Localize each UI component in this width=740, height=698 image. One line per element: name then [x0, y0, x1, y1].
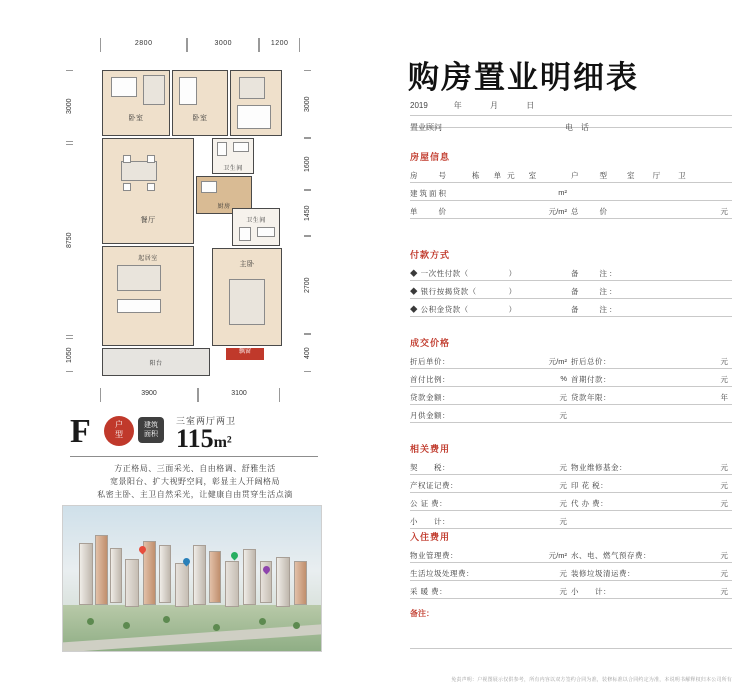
form-row[interactable]	[410, 201, 732, 219]
field-unit: 元/m²	[548, 357, 567, 366]
section-remark	[410, 608, 732, 649]
field-label: 产权证记费：	[410, 481, 458, 490]
remark-label: 备注：	[410, 609, 434, 618]
field-deed-tax[interactable]	[410, 457, 571, 475]
feature-bay-window: 飘窗	[226, 348, 264, 360]
field-unit: 元	[720, 551, 728, 560]
field-unit: 元	[720, 463, 728, 472]
dimension-col-right	[304, 70, 318, 380]
unit-type-seal	[104, 416, 134, 446]
field-label: 采 暖 费：	[410, 587, 448, 596]
section-title: 相关费用	[410, 444, 451, 454]
field-first-installment[interactable]	[571, 369, 732, 387]
field-label: 代 办 费：	[571, 499, 609, 508]
unit-description	[60, 462, 330, 501]
field-monthly-payment[interactable]	[410, 405, 571, 423]
field-unit: 元	[720, 357, 728, 366]
plan-rooms	[100, 56, 300, 378]
field-label: 房 号	[410, 171, 448, 180]
unit-area-value: 115	[176, 424, 214, 453]
field-lump-sum-payment[interactable]	[410, 263, 571, 281]
field-heating-fee[interactable]	[410, 581, 571, 599]
field-remark-3[interactable]	[571, 299, 732, 317]
field-loan-term[interactable]	[571, 387, 732, 405]
field-label: 印 花 税：	[571, 481, 609, 490]
unit-layout: 三室两厅两卫	[176, 416, 237, 426]
dim-right-3: 1450	[304, 190, 311, 236]
dimension-row-bottom	[100, 388, 280, 402]
field-label: 小 计：	[571, 587, 611, 596]
field-remark-2[interactable]	[571, 281, 732, 299]
field-label: 装修垃圾清运费：	[571, 569, 635, 578]
field-label: 备 注：	[571, 269, 619, 278]
section-related-fees	[410, 442, 732, 529]
field-unit: 元	[559, 393, 567, 402]
unit-title-block	[70, 412, 320, 456]
dim-top-1: 2800	[100, 38, 187, 52]
area-badge	[138, 417, 164, 443]
room-bathroom-1: 卫生间	[212, 138, 254, 174]
dimension-row-top	[100, 38, 300, 52]
field-unit: 元	[720, 499, 728, 508]
date-day-label: 日	[526, 101, 535, 110]
project-rendering-image	[62, 505, 322, 652]
field-stamp-duty[interactable]	[571, 475, 732, 493]
section-property-info	[410, 150, 732, 219]
dim-top-2: 3000	[187, 38, 259, 52]
field-remark-1[interactable]	[571, 263, 732, 281]
field-blank[interactable]	[571, 183, 732, 201]
form-row[interactable]	[410, 511, 732, 529]
field-label: ◆ 一次性付款（ ）	[410, 269, 517, 278]
desc-line-2: 宽景阳台、扩大视野空间，彰显主人开阔格局	[110, 477, 280, 486]
dim-right-5: 400	[304, 334, 311, 372]
unit-area	[176, 424, 232, 454]
desc-line-1: 方正格局、三面采光、自由格调、舒雅生活	[114, 464, 276, 473]
agent-row[interactable]	[410, 122, 732, 132]
field-agency-fee[interactable]	[571, 493, 732, 511]
dim-right-4: 2700	[304, 236, 311, 334]
form-row[interactable]	[410, 545, 732, 563]
form-row[interactable]	[410, 165, 732, 183]
date-year-label: 年	[453, 101, 462, 110]
field-unit: 元	[559, 463, 567, 472]
field-unit: 元	[720, 481, 728, 490]
room-bedroom-3	[230, 70, 282, 136]
floorplan-diagram	[60, 30, 320, 410]
date-row[interactable]	[410, 100, 732, 116]
room-kitchen: 厨房	[196, 176, 252, 214]
field-unit: 元	[559, 569, 567, 578]
badge-line-1: 建筑	[144, 422, 158, 429]
seal-line-2: 型	[115, 430, 123, 439]
field-label: 物业管理费：	[410, 551, 458, 560]
unit-letter: F	[70, 413, 91, 450]
field-label: 户 型	[571, 171, 609, 180]
section-payment-method	[410, 248, 732, 317]
field-hint: 栋 单元 室	[472, 171, 543, 180]
field-property-management-fee[interactable]	[410, 545, 571, 563]
date-month-label: 月	[490, 101, 499, 110]
remark-field[interactable]	[410, 608, 732, 649]
form-row[interactable]	[410, 457, 732, 475]
section-title: 入住费用	[410, 532, 451, 542]
field-unit: 元/m²	[548, 207, 567, 216]
field-unit: 元	[559, 481, 567, 490]
field-bank-mortgage[interactable]	[410, 281, 571, 299]
field-label: 建筑面积	[410, 189, 448, 198]
field-unit: 元	[559, 517, 567, 526]
dim-left-2: 8750	[66, 144, 73, 336]
room-living-room: 起居室	[102, 246, 194, 346]
field-blank[interactable]	[571, 511, 732, 529]
field-hint: 室 厅 卫	[627, 171, 694, 180]
page-title: 购房置业明细表	[408, 60, 639, 95]
desc-line-3: 私密主卧、主卫自然采光，让健康自由贯穿生活点滴	[97, 490, 293, 499]
form-row[interactable]	[410, 493, 732, 511]
field-label: 贷款金额：	[410, 393, 450, 402]
field-total-price[interactable]	[571, 201, 732, 219]
field-label: 总 价	[571, 207, 609, 216]
form-row[interactable]	[410, 183, 732, 201]
field-label: 折后单价：	[410, 357, 450, 366]
field-label: 首付比例：	[410, 375, 450, 384]
field-unit: 年	[720, 393, 728, 402]
phone-label: 电 话	[565, 123, 589, 132]
disclaimer-footnote: 免责声明：户视图展示仅供参考，所有内容以双方签约合同为准，装修标准以合同约定为准，本说明书解释权归本公司所有	[451, 677, 732, 683]
section-move-in-fees	[410, 530, 732, 599]
form-row[interactable]	[410, 563, 732, 581]
field-loan-amount[interactable]	[410, 387, 571, 405]
form-row[interactable]	[410, 281, 732, 299]
field-discount-total-price[interactable]	[571, 351, 732, 369]
field-label: 契 税：	[410, 463, 450, 472]
field-label: 生活垃圾处理费：	[410, 569, 474, 578]
dim-right-2: 1600	[304, 138, 311, 190]
form-row[interactable]	[410, 475, 732, 493]
form-row[interactable]	[410, 299, 732, 317]
field-label: 月供金额：	[410, 411, 450, 420]
section-title: 付款方式	[410, 250, 451, 260]
title-divider	[70, 456, 318, 457]
field-label: 首期付款：	[571, 375, 611, 384]
dim-left-1: 3000	[66, 70, 73, 142]
field-subtotal-movein[interactable]	[571, 581, 732, 599]
field-label: 备 注：	[571, 305, 619, 314]
dim-bot-2: 3100	[198, 388, 280, 402]
room-bedroom-1: 卧室	[102, 70, 170, 136]
field-label: 单 价	[410, 207, 448, 216]
field-notary-fee[interactable]	[410, 493, 571, 511]
field-house-number[interactable]	[410, 165, 571, 183]
field-unit: 元/m²	[548, 551, 567, 560]
room-bathroom-2: 卫生间	[232, 208, 280, 246]
field-label: ◆ 公积金贷款（ ）	[410, 305, 517, 314]
form-row[interactable]	[410, 581, 732, 599]
map-pin-icon	[230, 551, 240, 561]
field-unit: 元	[720, 375, 728, 384]
field-building-area[interactable]	[410, 183, 571, 201]
form-row[interactable]	[410, 351, 732, 369]
field-label: 小 计：	[410, 517, 450, 526]
field-maintenance-fund[interactable]	[571, 457, 732, 475]
form-row[interactable]	[410, 369, 732, 387]
field-label: 折后总价：	[571, 357, 611, 366]
field-unit: 元	[559, 411, 567, 420]
form-row[interactable]	[410, 263, 732, 281]
field-down-payment-ratio[interactable]	[410, 369, 571, 387]
room-bedroom-2: 卧室	[172, 70, 228, 136]
dim-left-3: 1050	[66, 338, 73, 372]
field-label: 备 注：	[571, 287, 619, 296]
form-row[interactable]	[410, 387, 732, 405]
date-year-value: 2019	[410, 101, 428, 110]
section-transaction-price	[410, 336, 732, 423]
field-unit: %	[560, 374, 567, 383]
field-renovation-waste-fee[interactable]	[571, 563, 732, 581]
field-unit: 元	[720, 569, 728, 578]
field-label: 贷款年限：	[571, 393, 611, 402]
field-blank[interactable]	[571, 405, 732, 423]
room-master-bedroom: 主卧	[212, 248, 282, 346]
field-unit: 元	[559, 587, 567, 596]
room-balcony: 阳台	[102, 348, 210, 376]
field-label: 水、电、燃气预存费：	[571, 551, 651, 560]
field-title-registration-fee[interactable]	[410, 475, 571, 493]
field-unit-price[interactable]	[410, 201, 571, 219]
field-utilities-deposit[interactable]	[571, 545, 732, 563]
dim-right-1: 3000	[304, 70, 311, 138]
field-subtotal-related[interactable]	[410, 511, 571, 529]
field-label: 物业维修基金：	[571, 463, 627, 472]
seal-line-1: 户	[115, 420, 123, 429]
field-label: 公 证 费：	[410, 499, 448, 508]
section-title: 成交价格	[410, 338, 451, 348]
section-title: 房屋信息	[410, 152, 451, 162]
room-dining: 餐厅	[102, 138, 194, 244]
unit-area-unit: m²	[213, 434, 232, 451]
field-unit: m²	[558, 188, 567, 197]
field-unit-type[interactable]	[571, 165, 732, 183]
field-housing-fund-loan[interactable]	[410, 299, 571, 317]
badge-line-2: 面积	[144, 431, 158, 438]
field-discount-unit-price[interactable]	[410, 351, 571, 369]
dim-top-3: 1200	[259, 38, 300, 52]
agent-label: 置业顾问	[410, 123, 442, 132]
field-label: ◆ 银行按揭贷款（ ）	[410, 287, 517, 296]
field-household-waste-fee[interactable]	[410, 563, 571, 581]
dim-bot-1: 3900	[100, 388, 198, 402]
form-row[interactable]	[410, 405, 732, 423]
field-unit: 元	[720, 587, 728, 596]
dimension-col-left	[66, 70, 80, 370]
field-unit: 元	[720, 207, 728, 216]
purchase-form-pane	[400, 0, 740, 698]
field-unit: 元	[559, 499, 567, 508]
